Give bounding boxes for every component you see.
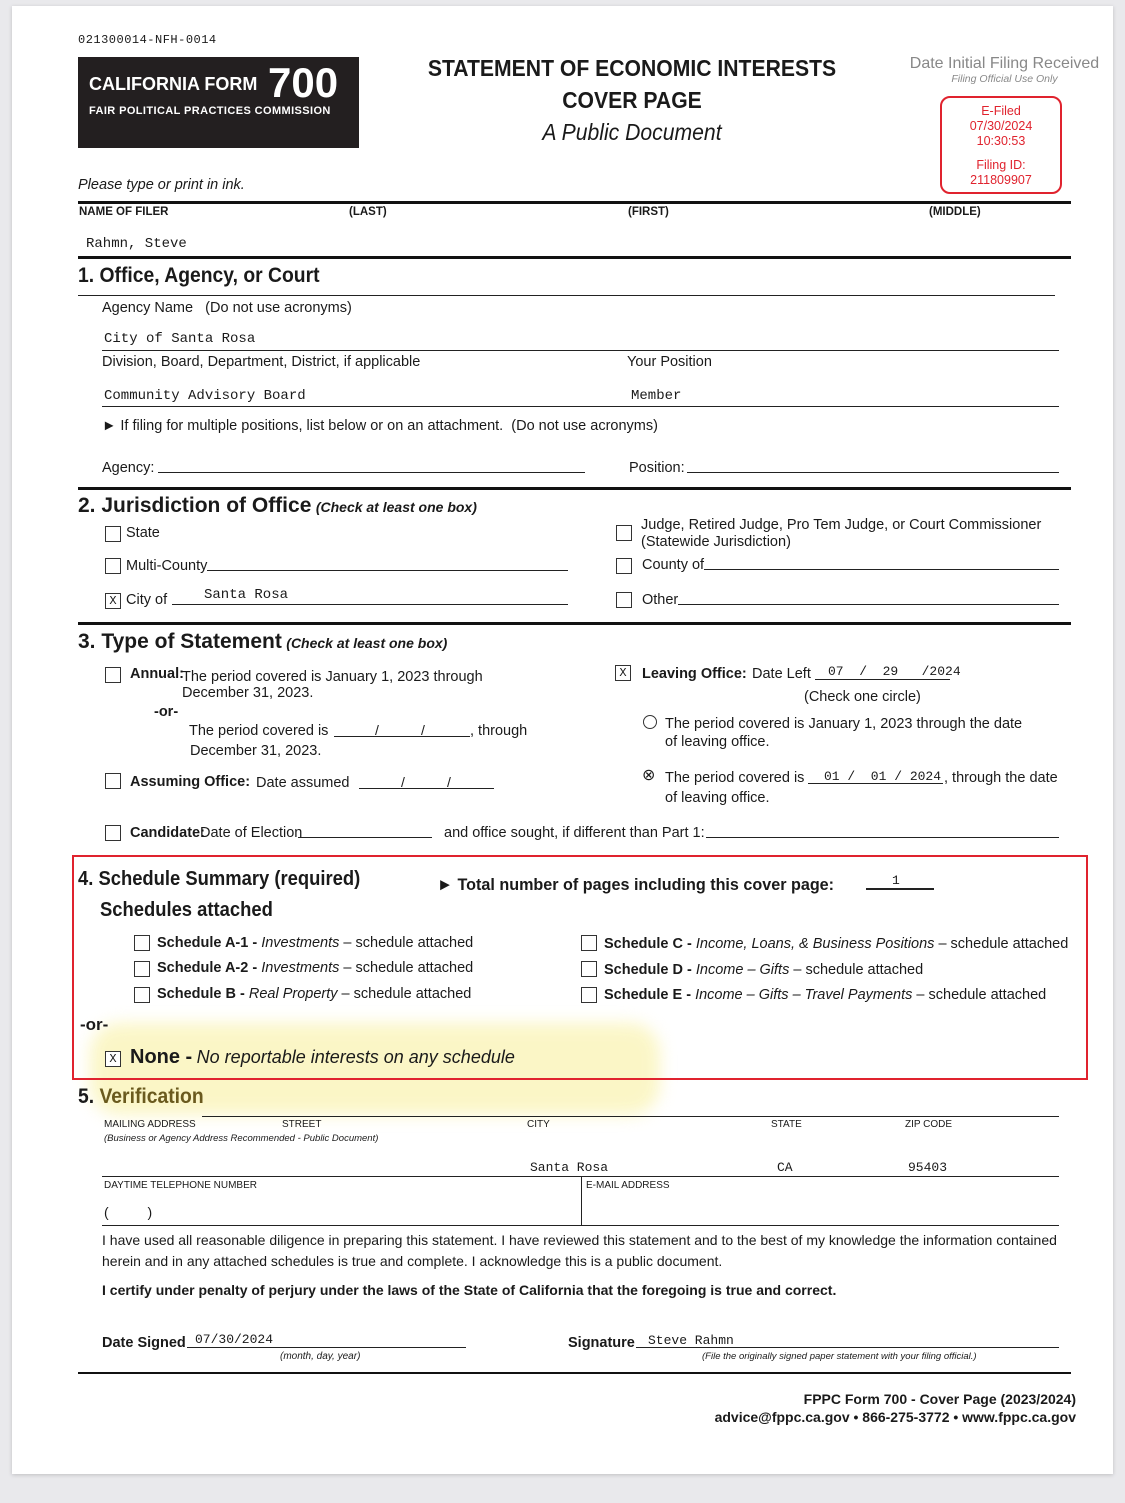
division-label: Division, Board, Department, District, if applicable [102, 354, 421, 370]
perjury-certification: I certify under penalty of perjury under the laws of the State of California that the foregoing is true and correct. [102, 1282, 837, 1298]
leaving-office-checkbox[interactable]: X [615, 665, 631, 681]
section-3-title: 3. Type of Statement [78, 630, 282, 653]
schedule-e-label [604, 987, 1046, 1003]
extra-position-label: Position: [629, 460, 685, 476]
leaving-option-2-text-2: , through the date [944, 770, 1058, 786]
assuming-office-label: Assuming Office: [130, 774, 251, 790]
agency-name-label [102, 300, 352, 316]
schedule-d-name: Schedule D - [604, 962, 692, 978]
signature-note: (File the originally signed paper statement with your filing official.) [702, 1351, 977, 1362]
multi-county-field[interactable] [207, 570, 568, 571]
multiple-positions-acronyms: (Do not use acronyms) [511, 418, 658, 434]
email-label: E-MAIL ADDRESS [586, 1180, 670, 1191]
check-one-circle-note: (Check one circle) [804, 689, 921, 705]
filing-id-label: Filing ID: [976, 158, 1026, 172]
divider [78, 622, 1071, 625]
rule [102, 1225, 1059, 1226]
your-position-label: Your Position [627, 354, 712, 370]
county-of-checkbox[interactable] [616, 558, 632, 574]
leaving-option-1-text-2: of leaving office. [665, 734, 770, 750]
section-2-note: (Check at least one box) [315, 499, 477, 515]
date-signed-value[interactable]: 07/30/2024 [195, 1332, 274, 1347]
leaving-option-2-text-1: The period covered is [665, 770, 805, 786]
rule [102, 350, 1059, 351]
assuming-office-checkbox[interactable] [105, 773, 121, 789]
rule [102, 406, 1059, 407]
schedule-a1-status: – schedule attached [343, 935, 474, 951]
schedule-a2-checkbox[interactable] [134, 961, 150, 977]
date-assumed-label: Date assumed [256, 775, 350, 791]
section-3-heading [78, 630, 447, 654]
filing-received-heading: Date Initial Filing Received [909, 55, 1100, 72]
date-left-value[interactable]: 07 / 29 /2024 [828, 664, 961, 679]
none-description: No reportable interests on any schedule [196, 1047, 515, 1067]
schedule-a2-type: Investments [261, 960, 340, 976]
schedule-d-checkbox[interactable] [581, 961, 597, 977]
date-slash: / [375, 722, 379, 738]
extra-position-field[interactable] [687, 472, 1059, 473]
schedule-c-status: – schedule attached [938, 936, 1069, 952]
schedule-b-label [157, 986, 471, 1002]
judge-jurisdiction: (Statewide Jurisdiction) [641, 534, 791, 550]
section-5-title: Verification [99, 1085, 204, 1108]
schedule-or: -or- [80, 1015, 109, 1034]
mailing-address-label: MAILING ADDRESS [104, 1119, 196, 1130]
date-slash: / [447, 774, 451, 790]
diligence-statement-2: herein and in any attached schedules is true and complete. I acknowledge this is a public document. [102, 1253, 723, 1269]
form-badge-line1: CALIFORNIA FORM [89, 74, 258, 94]
schedule-a1-label [157, 935, 473, 951]
filing-official-use: Filing Official Use Only [951, 73, 1058, 85]
custom-period-through: , through [470, 723, 528, 739]
date-slash: / [401, 774, 405, 790]
agency-name-label-text: Agency Name [102, 300, 194, 316]
footer-contact: advice@fppc.ca.gov • 866-275-3772 • www.fppc.ca.gov [714, 1409, 1076, 1425]
schedule-d-status: – schedule attached [793, 962, 924, 978]
multiple-positions-note [102, 418, 658, 434]
divider [78, 487, 1071, 490]
divider [78, 201, 1071, 204]
date-assumed-field[interactable] [359, 788, 494, 789]
candidate-label: Candidate: [130, 825, 205, 841]
total-pages-label: ► Total number of pages including this cover page: [437, 875, 835, 894]
schedule-e-type: Income – Gifts – Travel Payments [695, 987, 913, 1003]
date-of-election-field[interactable] [298, 837, 432, 838]
other-field[interactable] [678, 604, 1059, 605]
schedule-a1-checkbox[interactable] [134, 935, 150, 951]
judge-checkbox[interactable] [616, 525, 632, 541]
city-label: CITY [527, 1119, 550, 1130]
schedule-e-name: Schedule E - [604, 987, 692, 1003]
footer-form-name: FPPC Form 700 - Cover Page (2023/2024) [803, 1391, 1076, 1407]
rule [636, 1347, 1059, 1348]
name-of-filer-label: NAME OF FILER [79, 206, 169, 218]
schedule-b-status: – schedule attached [341, 986, 472, 1002]
form-badge [78, 57, 359, 148]
street-label: STREET [282, 1119, 322, 1130]
city-value[interactable]: Santa Rosa [530, 1160, 609, 1175]
rule [202, 1116, 1059, 1117]
section-2-title: 2. Jurisdiction of Office [78, 494, 312, 517]
filer-name[interactable]: Rahmn, Steve [86, 236, 187, 252]
county-of-label: County of [642, 557, 705, 573]
total-pages-value[interactable]: 1 [892, 873, 900, 888]
multi-county-checkbox[interactable] [105, 558, 121, 574]
date-left-label: Date Left [752, 666, 811, 682]
schedule-c-checkbox[interactable] [581, 935, 597, 951]
e-filed-label: E-Filed [981, 104, 1021, 118]
signature-label: Signature [568, 1335, 635, 1351]
none-option [130, 1046, 515, 1069]
annual-checkbox[interactable] [105, 667, 121, 683]
form-number: 700 [268, 59, 339, 106]
rule [808, 783, 943, 784]
date-signed-label: Date Signed [102, 1335, 186, 1351]
extra-agency-field[interactable] [158, 472, 585, 473]
schedule-c-name: Schedule C - [604, 936, 692, 952]
office-sought-label: and office sought, if different than Part 1: [444, 825, 705, 841]
extra-agency-label: Agency: [102, 460, 155, 476]
section-4-title: 4. Schedule Summary (required) [78, 868, 361, 890]
print-instruction: Please type or print in ink. [78, 177, 245, 193]
schedule-c-label [604, 936, 1068, 952]
county-of-field[interactable] [704, 569, 1059, 570]
schedule-b-type: Real Property [248, 986, 338, 1002]
rule [187, 1347, 466, 1348]
date-of-election-label: Date of Election [200, 825, 303, 841]
section-5-heading [78, 1085, 204, 1109]
city-of-checkbox[interactable]: X [105, 593, 121, 609]
custom-period-label: The period covered is [189, 723, 329, 739]
rule [866, 888, 934, 890]
divider [78, 1372, 1071, 1374]
other-label: Other [642, 592, 679, 608]
schedules-attached-label: Schedules attached [100, 899, 273, 921]
multiple-positions-text: ► If filing for multiple positions, list below or on an attachment. [102, 418, 504, 434]
e-filed-time: 10:30:53 [976, 134, 1026, 148]
email-field[interactable] [587, 1196, 1057, 1222]
rule [78, 295, 1055, 296]
e-filed-stamp [940, 96, 1062, 194]
section-3-note: (Check at least one box) [286, 635, 448, 651]
divider [78, 256, 1071, 259]
schedule-e-checkbox[interactable] [581, 987, 597, 1003]
leaving-option-1-radio[interactable] [643, 715, 657, 729]
schedule-a2-name: Schedule A-2 - [157, 960, 258, 976]
multi-county-label: Multi-County [126, 558, 208, 574]
schedule-a2-label [157, 960, 473, 976]
division-value[interactable]: Community Advisory Board [104, 388, 306, 404]
phone-label: DAYTIME TELEPHONE NUMBER [104, 1180, 257, 1191]
annual-or: -or- [154, 704, 179, 720]
schedule-b-checkbox[interactable] [134, 987, 150, 1003]
schedule-a1-name: Schedule A-1 - [157, 935, 258, 951]
date-format-note: (month, day, year) [280, 1351, 361, 1362]
last-name-label: (LAST) [349, 206, 387, 218]
state-checkbox[interactable] [105, 526, 121, 542]
custom-period-end: December 31, 2023. [190, 743, 322, 759]
filing-id: 211809907 [970, 173, 1032, 187]
annual-period-2: December 31, 2023. [182, 685, 314, 701]
first-name-label: (FIRST) [628, 206, 669, 218]
schedule-a2-status: – schedule attached [343, 960, 474, 976]
form-title: STATEMENT OF ECONOMIC INTERESTS [427, 55, 837, 81]
zip-code-label: ZIP CODE [905, 1119, 953, 1130]
agency-name-value[interactable]: City of Santa Rosa [104, 331, 256, 347]
section-5-number: 5. [78, 1085, 95, 1108]
mailing-address-note: (Business or Agency Address Recommended - Public Document) [104, 1133, 379, 1144]
rule [172, 604, 568, 605]
form-subtitle: COVER PAGE [562, 87, 702, 113]
schedule-c-type: Income, Loans, & Business Positions [695, 936, 935, 952]
schedule-a1-type: Investments [261, 935, 340, 951]
leaving-option-2-date[interactable]: 01 / 01 / 2024 [824, 769, 942, 784]
none-checkbox[interactable]: X [105, 1051, 121, 1067]
agency-name-note: (Do not use acronyms) [205, 300, 352, 316]
section-2-heading [78, 494, 477, 518]
field-divider [581, 1176, 582, 1226]
signature-value[interactable]: Steve Rahmn [648, 1333, 734, 1348]
office-sought-field[interactable] [706, 837, 1059, 838]
form-page [12, 6, 1113, 1474]
schedule-b-name: Schedule B - [157, 986, 245, 1002]
annual-period-1: The period covered is January 1, 2023 through [182, 669, 483, 685]
section-1-title: 1. Office, Agency, or Court [78, 264, 320, 287]
none-label: None - [130, 1046, 193, 1068]
form-badge-line2: FAIR POLITICAL PRACTICES COMMISSION [89, 105, 331, 117]
state-value[interactable]: CA [777, 1160, 793, 1175]
diligence-statement-1: I have used all reasonable diligence in preparing this statement. I have reviewed this statement and to the best of my knowledge the information contained [102, 1232, 1057, 1248]
middle-name-label: (MIDDLE) [929, 206, 981, 218]
leaving-option-2-text-3: of leaving office. [665, 790, 770, 806]
zip-code-value[interactable]: 95403 [908, 1160, 948, 1175]
leaving-office-label: Leaving Office: [642, 666, 747, 682]
rule [815, 679, 950, 680]
city-of-label: City of [126, 592, 168, 608]
public-document-note: A Public Document [542, 119, 722, 145]
leaving-option-2-radio[interactable]: ⊗ [642, 767, 656, 784]
annual-label: Annual: [130, 666, 184, 682]
city-of-value[interactable]: Santa Rosa [204, 587, 289, 603]
other-checkbox[interactable] [616, 592, 632, 608]
e-filed-date: 07/30/2024 [969, 119, 1033, 133]
phone-field[interactable]: ( ) [104, 1204, 153, 1220]
schedule-e-status: – schedule attached [916, 987, 1047, 1003]
leaving-option-1-text-1: The period covered is January 1, 2023 through the date [665, 716, 1023, 732]
schedule-d-type: Income – Gifts [695, 962, 790, 978]
date-slash: / [421, 722, 425, 738]
schedule-d-label [604, 962, 923, 978]
candidate-checkbox[interactable] [105, 825, 121, 841]
custom-period-start-field[interactable] [334, 736, 470, 737]
state-label: STATE [771, 1119, 802, 1130]
state-label: State [126, 525, 160, 541]
judge-label: Judge, Retired Judge, Pro Tem Judge, or Court Commissioner [641, 517, 1042, 533]
position-value[interactable]: Member [631, 388, 682, 404]
document-id: 021300014-NFH-0014 [78, 33, 217, 47]
